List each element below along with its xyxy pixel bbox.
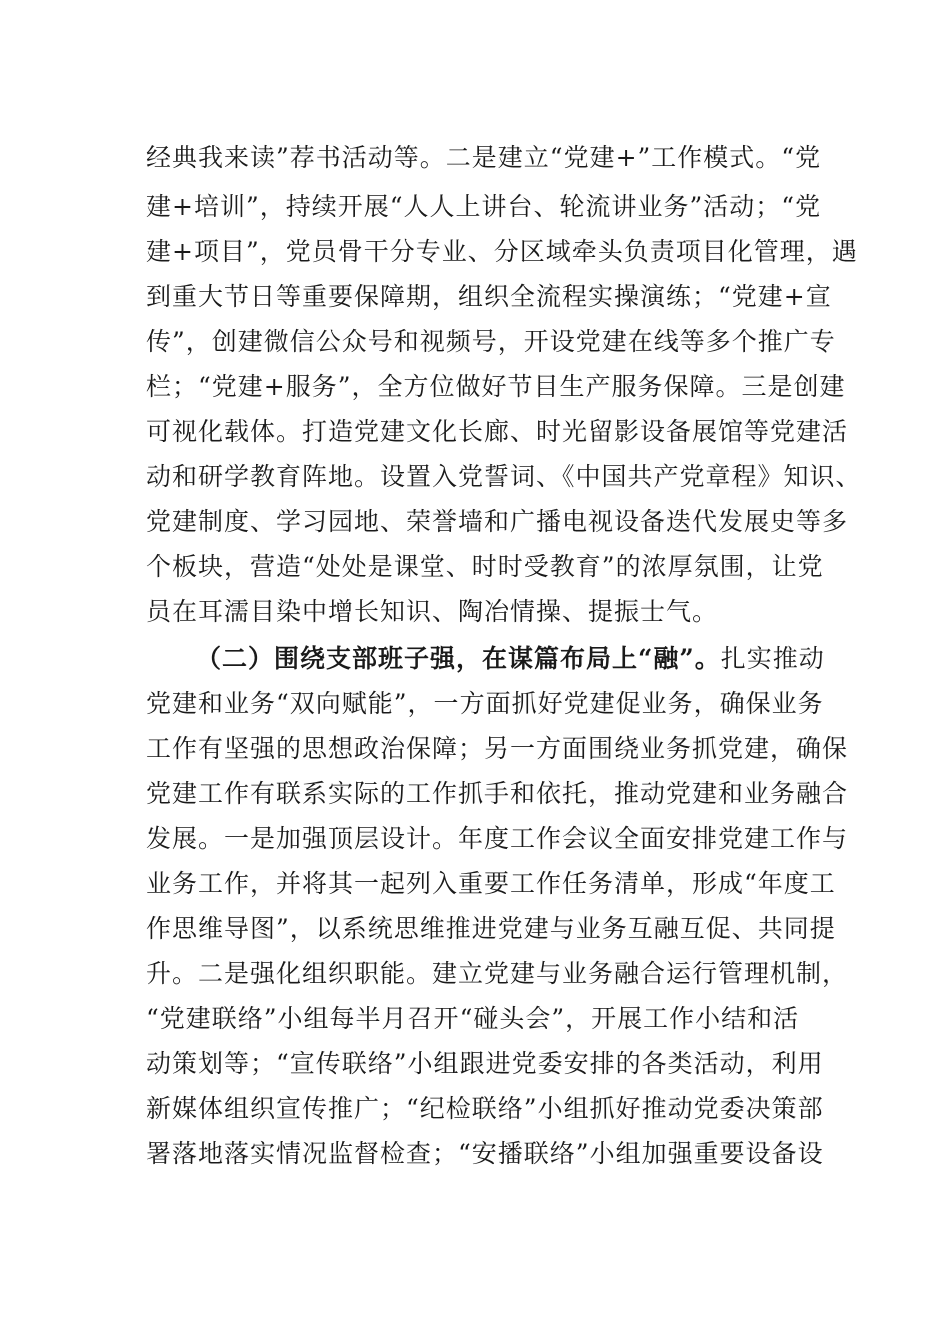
text-line: 发展。一是加强顶层设计。年度工作会议全面安排党建工作与 xyxy=(146,824,849,853)
text-line: 员在耳濡目染中增长知识、陶冶情操、提振士气。 xyxy=(146,597,719,626)
text-line: 经典我来读”荐书活动等。二是建立“党建+”工作模式。“党 xyxy=(146,143,822,172)
text-line: 业务工作，并将其一起列入重要工作任务清单，形成“年度工 xyxy=(146,869,836,898)
heading-continuation: 扎实推动 xyxy=(720,644,825,673)
text-line: 工作有坚强的思想政治保障；另一方面围绕业务抓党建，确保 xyxy=(146,734,849,763)
text-line: 栏；“党建+服务”，全方位做好节目生产服务保障。三是创建 xyxy=(146,372,846,401)
text-line: 党建制度、学习园地、荣誉墙和广播电视设备迭代发展史等多 xyxy=(146,507,849,536)
text-line: 新媒体组织宣传推广；“纪检联络”小组抓好推动党委决策部 xyxy=(146,1094,824,1123)
section-heading: （二）围绕支部班子强，在谋篇布局上“融”。 xyxy=(196,644,721,673)
text-line: 党建工作有联系实际的工作抓手和依托，推动党建和业务融合 xyxy=(146,779,849,808)
text-line: 建+培训”，持续开展“人人上讲台、轮流讲业务”活动；“党 xyxy=(146,192,822,221)
text-line: 建+项目”，党员骨干分专业、分区域牵头负责项目化管理，遇 xyxy=(146,237,858,266)
text-line: 党建和业务“双向赋能”，一方面抓好党建促业务，确保业务 xyxy=(146,689,824,718)
text-line: 传”，创建微信公众号和视频号，开设党建在线等多个推广专 xyxy=(146,327,836,356)
text-line: 可视化载体。打造党建文化长廊、时光留影设备展馆等党建活 xyxy=(146,417,849,446)
text-line: 动策划等；“宣传联络”小组跟进党委安排的各类活动，利用 xyxy=(146,1049,824,1078)
text-line: 作思维导图”，以系统思维推进党建与业务互融互促、共同提 xyxy=(146,914,836,943)
text-line: “党建联络”小组每半月召开“碰头会”，开展工作小结和活 xyxy=(146,1004,800,1033)
text-line: 署落地落实情况监督检查；“安播联络”小组加强重要设备设 xyxy=(146,1139,824,1168)
text-line: 升。二是强化组织职能。建立党建与业务融合运行管理机制， xyxy=(146,959,849,988)
text-line: 动和研学教育阵地。设置入党誓词、《中国共产党章程》知识、 xyxy=(146,462,862,491)
section-heading-line xyxy=(196,641,825,677)
text-line: 个板块，营造“处处是课堂、时时受教育”的浓厚氛围，让党 xyxy=(146,552,824,581)
text-line: 到重大节日等重要保障期，组织全流程实操演练；“党建+宣 xyxy=(146,282,832,311)
